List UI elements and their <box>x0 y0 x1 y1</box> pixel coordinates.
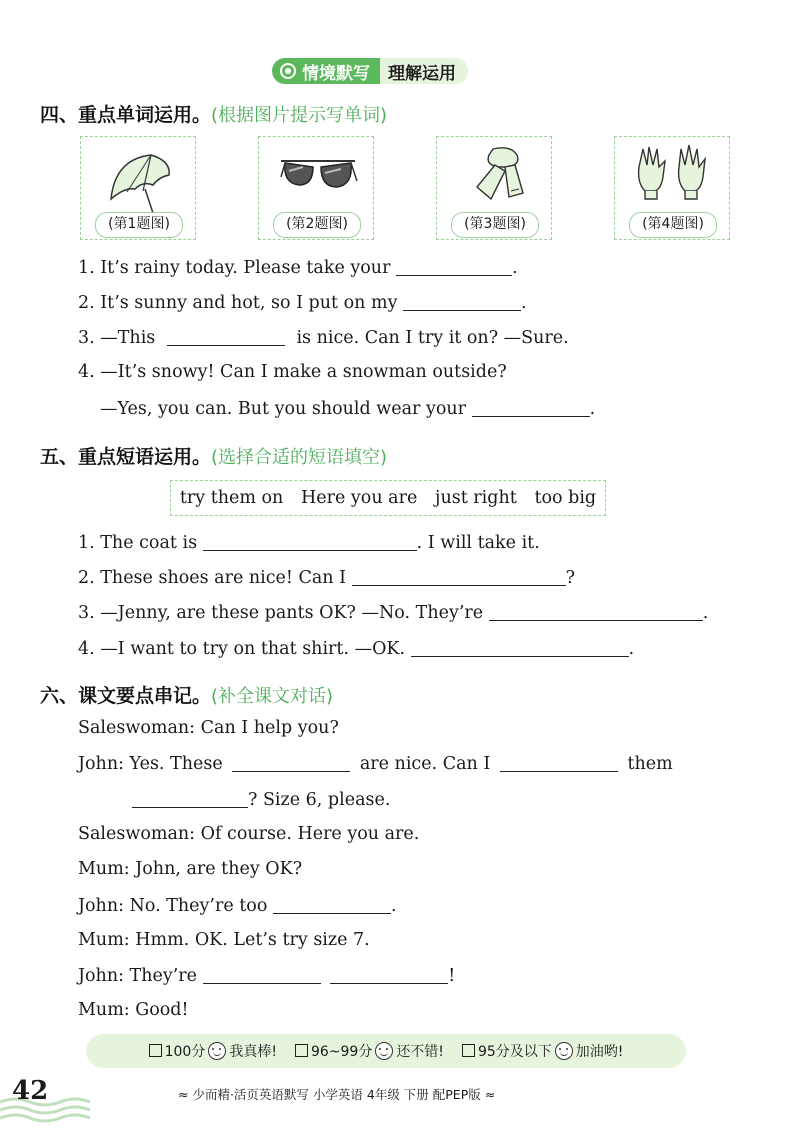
d6-blank[interactable] <box>273 895 391 914</box>
s4-q4b-text: —Yes, you can. But you should wear your <box>100 399 467 419</box>
dialogue-line-2 <box>78 753 673 774</box>
smile-face-icon <box>375 1042 393 1060</box>
d6-end: . <box>390 896 397 916</box>
page-number: 42 <box>12 1076 49 1106</box>
s4-q1-end: . <box>512 258 518 278</box>
dialogue-line-5: Mum: John, are they OK? <box>78 859 303 879</box>
cheer-face-icon <box>555 1042 573 1060</box>
footer-text: ≈ 少而精·活页英语默写 小学英语 4年级 下册 配PEP版 ≈ <box>178 1087 496 1102</box>
score-3-label: 95分及以下 <box>477 1044 552 1060</box>
score-1-label: 100分 <box>164 1044 206 1060</box>
s5-q3-blank[interactable] <box>489 602 703 621</box>
target-icon <box>280 63 296 79</box>
s5-question-2 <box>78 567 575 588</box>
s4-question-2 <box>78 292 527 313</box>
section-6-hint: (补全课文对话) <box>211 686 334 707</box>
s5-q3-end: . <box>702 603 709 623</box>
caption-1: (第1题图) <box>95 212 183 238</box>
s5-question-1 <box>78 532 540 553</box>
s5-q1-blank[interactable] <box>203 532 417 551</box>
s5-q2-text: 2. These shoes are nice! Can I <box>78 568 347 588</box>
s4-q2-blank[interactable] <box>403 292 521 311</box>
s5-q4-end: . <box>628 639 635 659</box>
s5-q1-text: 1. The coat is <box>78 533 198 553</box>
checkbox-95-below[interactable] <box>462 1044 475 1057</box>
picture-1 <box>80 136 196 240</box>
section-6-heading: 六、课文要点串记。 <box>40 685 212 707</box>
caption-4: (第4题图) <box>629 212 717 238</box>
caption-3: (第3题图) <box>451 212 539 238</box>
s4-q4-blank[interactable] <box>472 398 590 417</box>
phrase-1: try them on <box>179 488 284 508</box>
d2-blank-1[interactable] <box>232 753 350 772</box>
d8-blank-1[interactable] <box>203 965 321 984</box>
score-item-2 <box>295 1041 444 1061</box>
section-5-title <box>40 442 387 469</box>
s4-q3-end: is nice. Can I try it on? —Sure. <box>296 328 569 348</box>
d8-text: John: They’re <box>78 966 198 986</box>
section-4-heading: 四、重点单词运用。 <box>40 104 212 126</box>
score-2-comment: 还不错! <box>396 1044 444 1060</box>
picture-3 <box>436 136 552 240</box>
d3-text: ? Size 6, please. <box>248 790 391 810</box>
s5-q4-text: 4. —I want to try on that shirt. —OK. <box>78 639 406 659</box>
d2-text-c: them <box>627 754 673 774</box>
d6-text: John: No. They’re too <box>78 896 268 916</box>
checkbox-96-99[interactable] <box>295 1044 308 1057</box>
score-item-3 <box>462 1041 623 1061</box>
s4-question-1 <box>78 257 518 278</box>
s4-question-3 <box>78 327 569 348</box>
s5-q1-end: . I will take it. <box>416 533 540 553</box>
s4-q4-end: . <box>589 399 596 419</box>
section-4-title <box>40 100 387 127</box>
d8-end: ! <box>448 966 456 986</box>
s5-q2-end: ? <box>565 568 576 588</box>
s5-q2-blank[interactable] <box>352 567 566 586</box>
s4-q1-text: 1. It’s rainy today. Please take your <box>78 258 391 278</box>
phrase-4: too big <box>534 488 597 508</box>
s4-q3-blank[interactable] <box>167 327 285 346</box>
d3-blank[interactable] <box>132 789 248 808</box>
s4-question-4 <box>78 362 507 382</box>
banner-right-label: 理解运用 <box>380 58 468 84</box>
section-5-heading: 五、重点短语运用。 <box>40 446 212 468</box>
s5-question-4 <box>78 638 634 659</box>
dialogue-line-3 <box>132 789 390 810</box>
d2-blank-2[interactable] <box>500 753 618 772</box>
phrase-2: Here you are <box>301 488 418 508</box>
smile-face-icon <box>208 1042 226 1060</box>
s4-q2-text: 2. It’s sunny and hot, so I put on my <box>78 293 398 313</box>
score-item-1 <box>149 1041 277 1061</box>
dialogue-line-4: Saleswoman: Of course. Here you are. <box>78 824 420 844</box>
s5-q4-blank[interactable] <box>411 638 629 657</box>
checkbox-100[interactable] <box>149 1044 162 1057</box>
caption-2: (第2题图) <box>273 212 361 238</box>
banner-left <box>272 58 380 84</box>
s4-question-4-answer <box>100 398 595 419</box>
d2-text-a: John: Yes. These <box>78 754 223 774</box>
score-strip <box>86 1034 686 1068</box>
s5-question-3 <box>78 602 708 623</box>
d2-text-b: are nice. Can I <box>359 754 491 774</box>
score-3-comment: 加油哟! <box>575 1044 624 1060</box>
s4-q4-text: 4. —It’s snowy! Can I make a snowman outside? <box>78 362 507 382</box>
section-6-title <box>40 681 333 708</box>
s4-q2-end: . <box>521 293 527 313</box>
phrase-3: just right <box>435 488 517 508</box>
section-banner <box>272 56 468 86</box>
section-4-hint: (根据图片提示写单词) <box>211 105 388 126</box>
dialogue-line-1: Saleswoman: Can I help you? <box>78 718 339 738</box>
d8-blank-2[interactable] <box>330 965 448 984</box>
phrase-bank <box>170 480 606 516</box>
section-5-hint: (选择合适的短语填空) <box>211 447 388 468</box>
score-2-label: 96~99分 <box>310 1044 373 1060</box>
dialogue-line-7: Mum: Hmm. OK. Let’s try size 7. <box>78 930 370 950</box>
dialogue-line-8 <box>78 965 455 986</box>
s5-q3-text: 3. —Jenny, are these pants OK? —No. They’re <box>78 603 484 623</box>
dialogue-line-9: Mum: Good! <box>78 1000 189 1020</box>
banner-left-label: 情境默写 <box>302 63 370 84</box>
picture-2 <box>258 136 374 240</box>
s4-q3-text: 3. —This <box>78 328 156 348</box>
picture-4 <box>614 136 730 240</box>
score-1-comment: 我真棒! <box>229 1044 277 1060</box>
s4-q1-blank[interactable] <box>396 257 512 276</box>
dialogue-line-6 <box>78 895 397 916</box>
